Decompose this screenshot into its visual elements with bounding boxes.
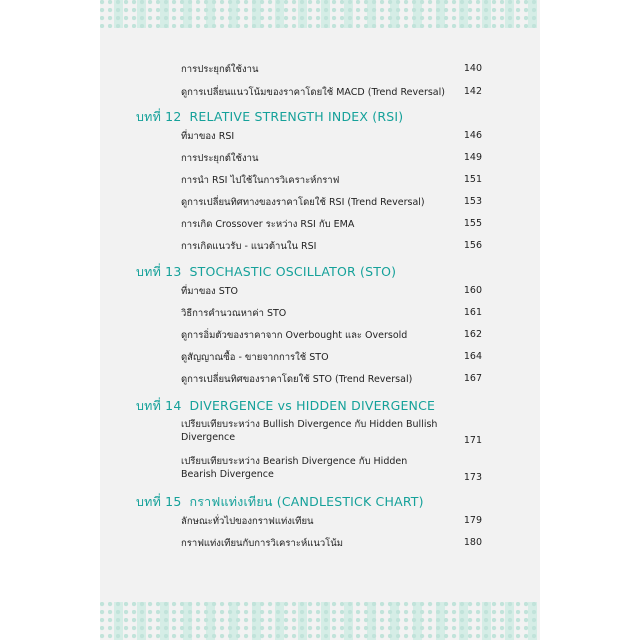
toc-entry: วิธีการคำนวณหาค่า STO bbox=[181, 308, 287, 319]
table-of-contents bbox=[100, 0, 540, 640]
toc-entry: การประยุกต์ใช้งาน bbox=[181, 64, 259, 75]
chapter-title: DIVERGENCE vs HIDDEN DIVERGENCE bbox=[189, 398, 436, 413]
toc-page-number: 155 bbox=[463, 218, 482, 229]
chapter-title: RELATIVE STRENGTH INDEX (RSI) bbox=[189, 109, 404, 124]
toc-entry: ดูการเปลี่ยนแนวโน้มของราคาโดยใช้ MACD (Trend Reversal) bbox=[181, 87, 445, 98]
toc-entry: ที่มาของ RSI bbox=[181, 131, 235, 142]
toc-page-number: 149 bbox=[463, 152, 482, 163]
toc-page-number: 167 bbox=[463, 373, 482, 384]
toc-entry: ลักษณะทั่วไปของกราฟแท่งเทียน bbox=[181, 516, 314, 527]
chapter-heading bbox=[136, 396, 435, 416]
toc-page-number: 160 bbox=[463, 285, 482, 296]
toc-page-number: 173 bbox=[463, 472, 482, 483]
chapter-heading bbox=[136, 262, 396, 282]
chapter-number: บทที่ 14 bbox=[136, 398, 182, 413]
toc-entry: การประยุกต์ใช้งาน bbox=[181, 153, 259, 164]
book-page bbox=[100, 0, 540, 640]
toc-page-number: 162 bbox=[463, 329, 482, 340]
toc-page-number: 156 bbox=[463, 240, 482, 251]
toc-page-number: 142 bbox=[463, 86, 482, 97]
toc-entry: เปรียบเทียบระหว่าง Bullish Divergence กับ Hidden Bullish Divergence bbox=[181, 419, 438, 443]
toc-entry: การเกิด Crossover ระหว่าง RSI กับ EMA bbox=[181, 219, 355, 230]
toc-page-number: 180 bbox=[463, 537, 482, 548]
chapter-title: กราฟแท่งเทียน (CANDLESTICK CHART) bbox=[189, 494, 424, 509]
toc-page-number: 171 bbox=[463, 435, 482, 446]
chapter-number: บทที่ 12 bbox=[136, 109, 182, 124]
toc-entry: ดูสัญญาณซื้อ - ขายจากการใช้ STO bbox=[181, 352, 329, 363]
toc-entry: ดูการเปลี่ยนทิศทางของราคาโดยใช้ RSI (Trend Reversal) bbox=[181, 197, 425, 208]
toc-page-number: 161 bbox=[463, 307, 482, 318]
toc-entry: ที่มาของ STO bbox=[181, 286, 239, 297]
chapter-number: บทที่ 13 bbox=[136, 264, 182, 279]
chapter-number: บทที่ 15 bbox=[136, 494, 182, 509]
toc-entry: เปรียบเทียบระหว่าง Bearish Divergence กับ Hidden Bearish Divergence bbox=[181, 456, 408, 480]
toc-page-number: 164 bbox=[463, 351, 482, 362]
chapter-heading bbox=[136, 492, 424, 512]
toc-page-number: 153 bbox=[463, 196, 482, 207]
toc-entry: ดูการเปลี่ยนทิศของราคาโดยใช้ STO (Trend Reversal) bbox=[181, 374, 413, 385]
toc-entry: กราฟแท่งเทียนกับการวิเคราะห์แนวโน้ม bbox=[181, 538, 344, 549]
chapter-title: STOCHASTIC OSCILLATOR (STO) bbox=[189, 264, 397, 279]
chapter-heading bbox=[136, 107, 403, 127]
toc-page-number: 151 bbox=[463, 174, 482, 185]
toc-entry: การเกิดแนวรับ - แนวต้านใน RSI bbox=[181, 241, 317, 252]
toc-page-number: 146 bbox=[463, 130, 482, 141]
toc-entry: ดูการอิ่มตัวของราคาจาก Overbought และ Oversold bbox=[181, 330, 408, 341]
toc-page-number: 179 bbox=[463, 515, 482, 526]
toc-entry: การนำ RSI ไปใช้ในการวิเคราะห์กราฟ bbox=[181, 175, 340, 186]
toc-page-number: 140 bbox=[463, 63, 482, 74]
